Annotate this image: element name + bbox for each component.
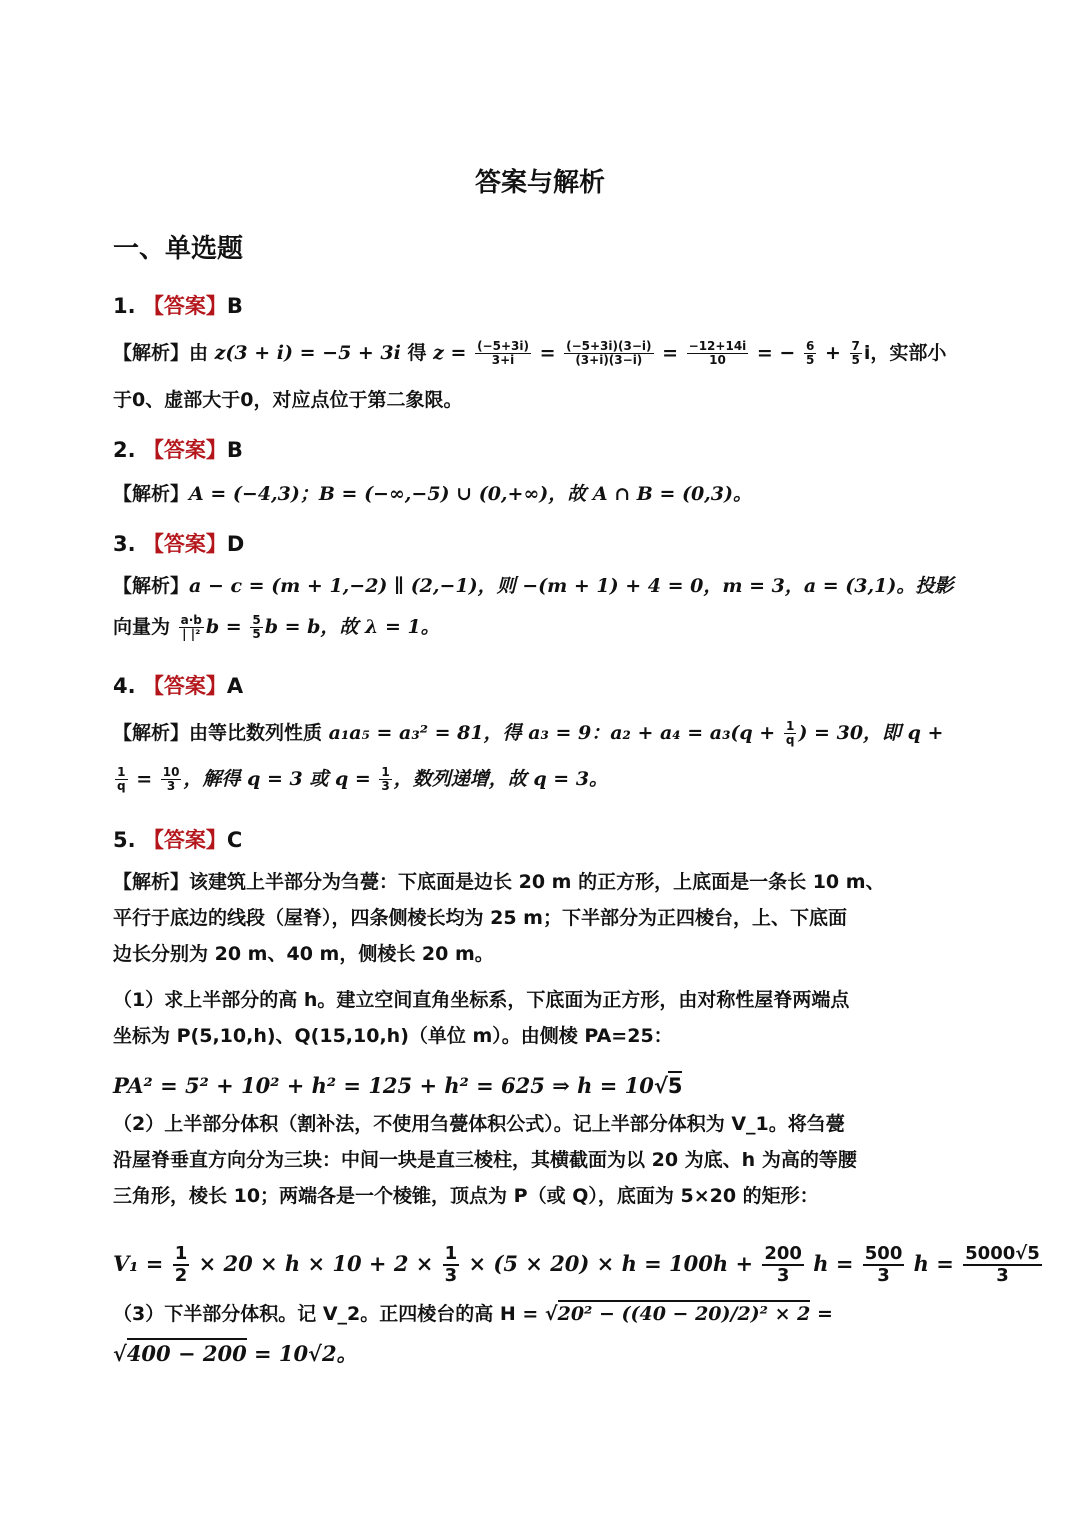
question-5-part-2-line-2: 沿屋脊垂直方向分为三块：中间一块是直三棱柱，其横截面为以 20 为底、h 为高的等腰 xyxy=(113,1149,857,1171)
section-heading: 一、单选题 xyxy=(113,234,244,264)
page-title: 答案与解析 xyxy=(474,168,605,198)
question-4-answer: 4. 【答案】A xyxy=(113,674,244,698)
question-2-answer: 2. 【答案】B xyxy=(113,438,243,462)
question-1-answer: 1. 【答案】B xyxy=(113,294,243,318)
question-5-part-1-line-1: （1）求上半部分的高 h。建立空间直角坐标系，下底面为正方形，由对称性屋脊两端点 xyxy=(113,989,850,1011)
question-5-part-2-line-3: 三角形，棱长 10；两端各是一个棱锥，顶点为 P（或 Q），底面为 5×20 的矩形： xyxy=(113,1185,819,1207)
question-5-analysis-line-3: 边长分别为 20 m、40 m，侧棱长 20 m。 xyxy=(113,943,494,965)
equation-pa-squared: PA² = 5² + 10² + h² = 125 + h² = 625 ⇒ h = 10√5 xyxy=(113,1073,683,1098)
question-3-answer: 3. 【答案】D xyxy=(113,532,245,556)
question-3-analysis-line-1: 【解析】a − c = (m + 1,−2) ∥ (2,−1)，则 −(m + 1) + 4 = 0，m = 3，a = (3,1)。投影 xyxy=(113,575,954,597)
question-4-analysis-line-1: 【解析】由等比数列性质 a₁a₅ = a₃² = 81，得 a₃ = 9：a₂ + a₄ = a₃(q + $\frac{1}{q}$ ) = 30，即 q + xyxy=(113,719,944,747)
question-1-analysis-line-2: 于0、虚部大于0，对应点位于第二象限。 xyxy=(113,389,463,411)
question-5-part-1-line-2: 坐标为 P(5,10,h)、Q(15,10,h)（单位 m）。由侧棱 PA=25： xyxy=(113,1025,673,1047)
question-5-answer: 5. 【答案】C xyxy=(113,828,243,852)
question-5-part-3-line-2: √400 − 200 = 10√2。 xyxy=(113,1342,973,1366)
question-4-analysis-line-2: $\frac{1}{q}$ = $\frac{10}{3}$ ，解得 q = 3 或 q = $\frac{1}{3}$ ，数列递增，故 q = 3。 xyxy=(117,765,609,793)
question-5-part-2-line-1: （2）上半部分体积（割补法，不使用刍甍体积公式）。记上半部分体积为 V_1。将刍甍 xyxy=(113,1113,845,1135)
question-2-analysis: 【解析】A = (−4,3)；B = (−∞,−5) ∪ (0,+∞)，故 A ∩ B = (0,3)。 xyxy=(113,483,753,505)
question-1-analysis-line-1: 【解析】由 z(3 + i) = −5 + 3i 得 z = $\frac{(-5+3i)}{3+i}$ = $\frac{(-5+3i)(3-i)}{(3+i)(3-i)}$ = $\frac{-12+14i}{10}$ = − $\frac{6}{5}$ + $\frac{7}{5}$ i，实部小 xyxy=(113,339,947,367)
answer-tag: 【答案】 xyxy=(142,294,227,318)
question-5-analysis-line-1: 【解析】该建筑上半部分为刍甍：下底面是边长 20 m 的正方形，上底面是一条长 10 m、 xyxy=(113,871,885,893)
question-5-part-3-line-1: （3）下半部分体积。记 V_2。正四棱台的高 H = √20² − ((40 − 20)/2)² × 2 = xyxy=(113,1302,973,1326)
equation-volume-v1: V₁ = $\frac{1}{2}$ × 20 × h × 10 + 2 × $\frac{1}{3}$ × (5 × 20) × h = 100h + $\frac{200}{3}$ h = $\frac{500}{3}$ h = $\frac{5000√5}{3}$ xyxy=(113,1243,1040,1286)
question-5-analysis-line-2: 平行于底边的线段（屋脊），四条侧棱长均为 25 m；下半部分为正四棱台，上、下底面 xyxy=(113,907,847,929)
question-3-analysis-line-2: 向量为 $\frac{a\cdot b}{\text{| |²}}$ b = $\frac{5}{5}$ b = b，故 λ = 1。 xyxy=(113,613,440,641)
